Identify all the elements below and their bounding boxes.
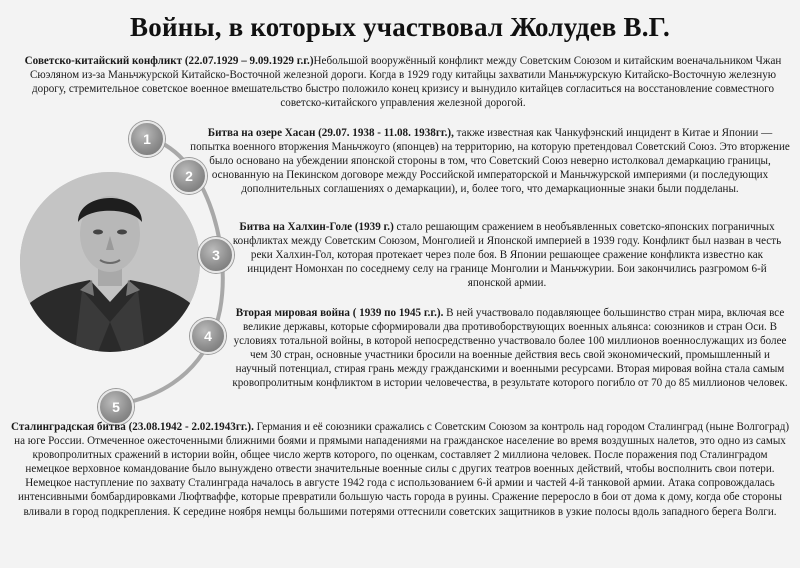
war-heading: Сталинградская битва (23.08.1942 - 2.02.1943гг.). [10, 421, 254, 433]
war-text: Небольшой вооружённый конфликт между Советским Союзом и китайским военачальником Чжан Сюэляном из-за Маньчжурской Китайско-Восточной железной дороги. Когда в 1929 году китайцы захватили Маньчжурскую Китайско-Восточную железную дорогу, стремительное советское военное вмешательство быстро положило конец кризису и вынудило китайцев согласиться на восстановление совместного советско-китайского управления железной дорогой. [29, 55, 782, 110]
war-text: стало решающим сражением в необъявленных советско-японских пограничных конфликтах между Советским Союзом, Монголией и Японской империей в 1939 году. Конфликт был назван в честь реки Халхин-Гол, которая протекает через поле боя. В Японии решающее сражение конфликта известно как инцидент Номонхан по соседнему селу на границе Монголии и Маньчжурии. Бои закончились разгромом 6-й японской армии. [232, 221, 782, 290]
war-heading: Вторая мировая война ( 1939 по 1945 г.г.). [235, 307, 444, 319]
war-text: В ней участвовало подавляющее большинство стран мира, включая все великие державы, которые сформировали два противоборствующих военных альянса: союзников и стран Оси. В условиях тотальной войны, в которой непосредственно участвовало более 100 миллионов военнослужащих из более чем 30 стран, основные участники бросили на военные действия весь свой экономический, промышленный и научный потенциал, стирая грань между гражданскими и военными ресурсами. Вторая мировая война стала самым кровопролитным конфликтом в истории человечества, в результате которого погибло от 70 до 85 миллионов человек. [232, 307, 788, 390]
war-block-khalkhin-gol [228, 220, 786, 290]
step-marker-4: 4 [190, 318, 226, 354]
step-marker-1: 1 [129, 121, 165, 157]
war-block-ww2 [232, 306, 788, 391]
step-marker-2: 2 [171, 158, 207, 194]
portrait-photo [20, 172, 200, 352]
war-text: также известная как Чанкуфэнский инцидент в Китае и Японии — попытка военного вторжения Маньчжоуго (японцев) на территорию, на которую претендовал Советский Союз. Это вторжение было основано на убеждении японской стороны в том, что Советский Союз неверно истолковал демаркацию границы, основанную на Пекинском договоре между Российской императорской и Маньчжурской империями (и последующих дополнительных соглашениях о демаркации), и, более того, что демаркационные знаки были подделаны. [190, 127, 790, 196]
war-heading: Советско-китайский конфликт (22.07.1929 – 9.09.1929 г.г.) [24, 55, 314, 67]
war-heading: Битва на озере Хасан (29.07. 1938 - 11.08. 1938гг.), [207, 127, 454, 139]
step-marker-5: 5 [98, 389, 134, 425]
page-title: Войны, в которых участвовал Жолудев В.Г. [130, 12, 670, 42]
portrait-image [20, 172, 200, 352]
war-text: Германия и её союзники сражались с Советским Союзом за контроль над городом Сталинград (ныне Волгоград) на юге России. Отмеченное ожесточенными ближними боями и прямыми нападениями на гражданское население во время воздушных налетов, это одно из самых кровопролитных сражений в истории войн, общее число жертв которого, по оценкам, составляет 2 миллиона человек. После поражения под Сталинградом немецкое верховное командование было вынуждено отвести значительные военные силы с других театров военных действий, чтобы восполнить свои потери. Немецкое наступление по захвату Сталинграда началось в августе 1942 года с использованием 6-й армии и частей 4-й танковой армии. Атака сопровождалась интенсивными бомбардировками Люфтваффе, которые превратили большую часть города в руины. Сражение переросло в бои от дома к дому, когда обе стороны вливали в город подкрепления. К середине ноября немцы большими потерями оттеснили советских защитников в узкие полосы вдоль западного берега Волги. [14, 421, 790, 518]
war-block-khasan [190, 126, 790, 196]
war-block-sino-soviet [18, 54, 788, 110]
war-heading: Битва на Халхин-Голе (1939 г.) [239, 221, 394, 233]
step-marker-3: 3 [198, 237, 234, 273]
war-block-stalingrad [10, 420, 790, 519]
